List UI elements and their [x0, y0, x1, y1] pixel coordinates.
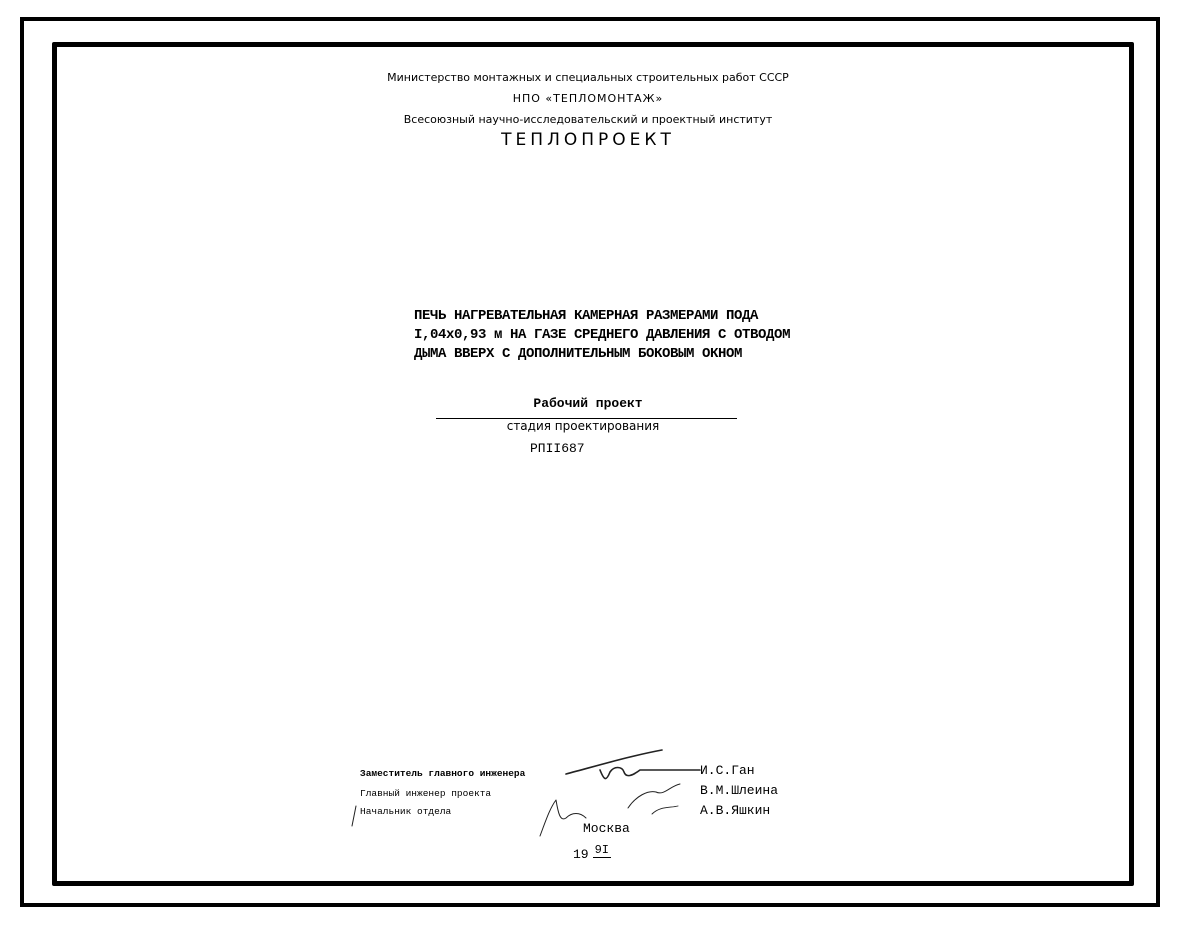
signatory-name-2: В.М.Шлеина: [700, 783, 779, 798]
signatory-name-1: И.С.Ган: [700, 763, 755, 778]
title-line-1: ПЕЧЬ НАГРЕВАТЕЛЬНАЯ КАМЕРНАЯ РАЗМЕРАМИ ПОДА: [414, 308, 759, 324]
signatory-role-1: Заместитель главного инженера: [360, 768, 526, 779]
signatory-role-2: Главный инженер проекта: [360, 788, 492, 799]
year: [573, 843, 611, 863]
ministry-line: Министерство монтажных и специальных строительных работ СССР: [387, 71, 789, 84]
project-code: РПII687: [530, 441, 585, 456]
title-line-3: ДЫМА ВВЕРХ С ДОПОЛНИТЕЛЬНЫМ БОКОВЫМ ОКНОМ: [414, 346, 743, 362]
signatory-role-3: Начальник отдела: [360, 806, 452, 817]
year-prefix: 19: [573, 847, 589, 862]
project-type: Рабочий проект: [533, 396, 643, 411]
institute-name: ТЕПЛОПРОЕКТ: [501, 130, 675, 150]
inner-frame: [52, 42, 1134, 886]
year-suffix: 9I: [594, 843, 610, 857]
city: Москва: [583, 821, 630, 836]
document-title: [414, 307, 790, 364]
institute-line: Всесоюзный научно-исследовательский и проектный институт: [403, 113, 773, 126]
title-line-2: I,04х0,93 м НА ГАЗЕ СРЕДНЕГО ДАВЛЕНИЯ С ОТВОДОМ: [414, 327, 791, 343]
stage-label: стадия проектирования: [506, 419, 660, 433]
signatory-name-3: А.В.Яшкин: [700, 803, 771, 818]
npo-line: НПО «ТЕПЛОМОНТАЖ»: [512, 92, 664, 105]
